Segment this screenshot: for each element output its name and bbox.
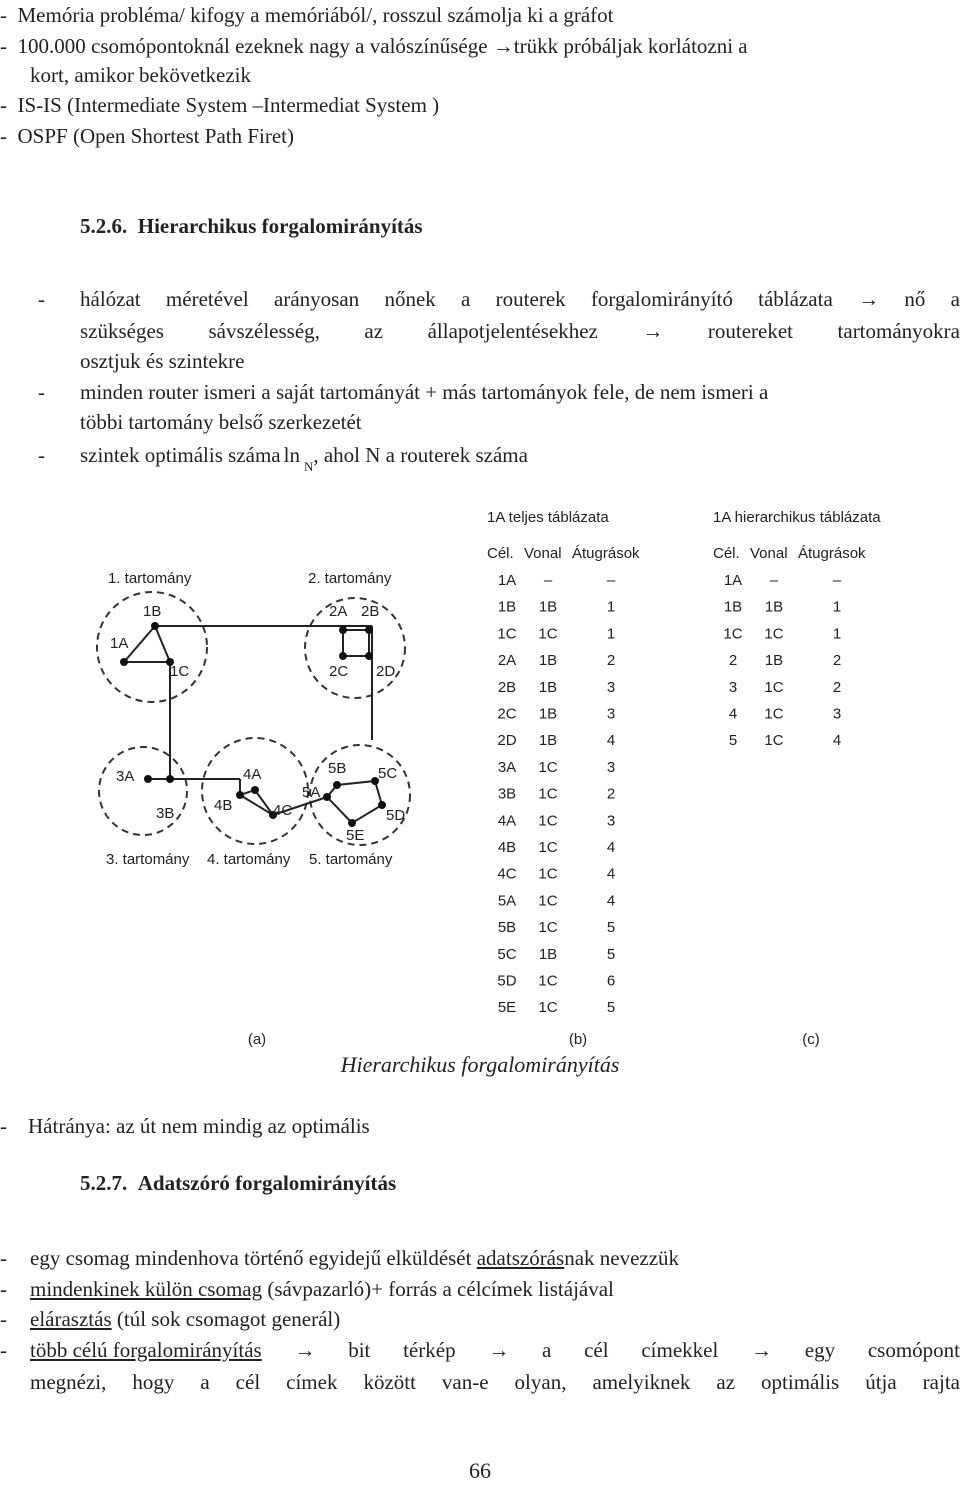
hier-table-cell: 1 (832, 625, 842, 643)
bullet-dash: - (0, 1114, 28, 1138)
node-label-2a: 2A (329, 603, 348, 620)
hier-table-cell: 1B (764, 598, 784, 616)
section-title: Hierarchikus forgalomirányítás (137, 214, 423, 238)
domain-label: 5. tartomány (309, 851, 393, 868)
full-table-cell: 1C (538, 785, 558, 803)
full-table-cell: 1B (497, 598, 517, 616)
disadvantage-text: Hátránya: az út nem mindig az optimális (28, 1114, 370, 1138)
top-list-text: IS-IS (Intermediate System –Intermediat System ) (17, 93, 440, 117)
full-table-cell: 2C (497, 705, 517, 723)
full-table-title: 1A teljes táblázata (487, 509, 609, 526)
item3-text: szintek optimális száma (80, 443, 281, 467)
full-table-cell: 5C (497, 945, 517, 963)
node-label-5b: 5B (328, 760, 347, 777)
bullet-dash: - (0, 1307, 7, 1331)
bullet-dash: - (38, 380, 45, 404)
domain-2-circle (305, 598, 405, 698)
panel-label: (c) (802, 1031, 820, 1048)
node-label-4c: 4C (273, 802, 293, 819)
figure-caption: Hierarchikus forgalomirányítás (340, 1052, 620, 1077)
panel-label: (b) (568, 1031, 588, 1048)
hier-table-cell: 1C (764, 732, 784, 750)
hier-table-cell: 1C (764, 625, 784, 643)
full-table-cell: 1B (538, 598, 558, 616)
node-label-4a: 4A (243, 766, 262, 783)
full-table-cell: 3B (497, 785, 517, 803)
figure-labels (106, 570, 820, 1048)
top-list-text: 100.000 csomópontoknál ezeknek nagy a valószínűsége →trükk próbáljak korlátozni a (17, 34, 748, 58)
full-table-cell: 5 (606, 945, 616, 963)
full-table-cell: 3 (606, 678, 616, 696)
top-list-text: OSPF (Open Shortest Path Firet) (17, 124, 295, 148)
node-label-2b: 2B (361, 603, 380, 620)
item4-word: → (294, 1338, 316, 1362)
full-table-cell: 2A (497, 652, 517, 670)
full-table-header: Cél. (487, 545, 514, 562)
full-table-cell: 1C (538, 758, 558, 776)
item4-word: amelyiknek (592, 1370, 691, 1394)
full-routing-table (487, 509, 640, 1016)
hier-table-cell: 4 (832, 732, 842, 750)
full-table-cell: 1B (538, 678, 558, 696)
item4-word: rajta (922, 1370, 960, 1394)
full-table-cell: 1C (538, 892, 558, 910)
item4-word: van-e (441, 1370, 489, 1394)
hier-table-header: Cél. (713, 545, 740, 562)
full-table-cell: 2B (497, 678, 517, 696)
item3-rest: , ahol N a routerek száma (313, 443, 528, 467)
hier-table-cell: 1 (832, 598, 842, 616)
top-list-text: Memória probléma/ kifogy a memóriából/, rosszul számolja ki a gráfot (17, 3, 614, 27)
full-table-cell: 1B (538, 945, 558, 963)
item4-word: hogy (132, 1370, 175, 1394)
full-table-cell: 1C (497, 625, 517, 643)
full-table-cell: 3A (497, 758, 517, 776)
full-table-cell: 1C (538, 625, 558, 643)
full-table-cell: 1C (538, 999, 558, 1017)
hier-table-cell: 3 (728, 678, 738, 696)
node-label-5e: 5E (346, 827, 365, 844)
hier-table-cell: 1C (764, 678, 784, 696)
item4-word: térkép (403, 1338, 456, 1362)
item4-word: csomópont (867, 1338, 960, 1362)
full-table-cell: 1C (538, 839, 558, 856)
full-table-cell: 4 (606, 839, 616, 856)
full-table-cell: 1C (538, 972, 558, 990)
full-table-cell: 5 (606, 999, 616, 1017)
section1-item1-line3: osztjuk és szintekre (80, 349, 245, 373)
item4-word: olyan, (514, 1370, 567, 1394)
full-table-cell: 4 (606, 865, 616, 883)
item-text: (túl sok csomagot generál) (111, 1307, 341, 1331)
item4-word: → (488, 1338, 510, 1362)
section-title: Adatszóró forgalomirányítás (137, 1171, 397, 1195)
full-table-cell: 4 (606, 892, 616, 910)
formula-subscript: N (303, 459, 314, 475)
bullet-dash: - (0, 34, 18, 58)
domain-label: 3. tartomány (106, 851, 190, 868)
node-label-3a: 3A (116, 768, 135, 785)
domain-label: 2. tartomány (308, 570, 392, 587)
hier-table-title: 1A hierarchikus táblázata (713, 509, 881, 526)
hier-table-cell: – (832, 572, 842, 589)
hier-table-cell: – (769, 572, 779, 589)
section1-item2-line2: többi tartomány belső szerkezetét (80, 410, 362, 434)
term-multicast: több célú forgalomirányítás (30, 1338, 262, 1362)
section-heading-2 (80, 1168, 396, 1198)
item4-word: címek (286, 1370, 338, 1394)
hier-table-cell: 4 (728, 705, 738, 723)
bullet-dash: - (38, 287, 45, 311)
term-mindenkinek: mindenkinek külön csomag (30, 1277, 263, 1301)
full-table-cell: 4 (606, 732, 616, 750)
node-label-1b: 1B (143, 603, 162, 620)
node-label-4b: 4B (214, 797, 233, 814)
item-text: nak nevezzük (564, 1246, 680, 1270)
hier-table-cell: 1A (723, 572, 743, 589)
domain-label: 4. tartomány (207, 851, 291, 868)
full-table-cell: 1B (538, 652, 558, 670)
full-table-cell: 3 (606, 705, 616, 723)
full-table-cell: 1 (606, 625, 616, 643)
top-list-item-4 (0, 121, 294, 151)
section1-item1-line2: szükséges sávszélesség, az állapotjelentésekhez → routereket tartományokra (80, 319, 960, 343)
full-table-cell: 5D (497, 972, 517, 990)
hier-table-cell: 2 (728, 652, 738, 670)
node-label-2d: 2D (376, 663, 396, 680)
item4-word: egy (804, 1338, 836, 1362)
node-label-1c: 1C (170, 663, 190, 680)
section2-item1 (30, 1243, 679, 1273)
section1-item2-line1: minden router ismeri a saját tartományát + más tartományok fele, de nem ismeri a (80, 380, 769, 404)
section2-item3 (30, 1304, 340, 1334)
full-table-cell: 1A (497, 572, 517, 589)
full-table-header: Vonal (524, 545, 562, 562)
full-table-cell: 5 (606, 919, 616, 937)
full-table-cell: 3 (606, 812, 616, 830)
full-table-cell: 1B (538, 705, 558, 723)
item4-word: útja (865, 1370, 897, 1394)
full-table-cell: 2 (606, 785, 616, 803)
top-list-item-2-cont: kort, amikor bekövetkezik (30, 63, 252, 87)
node-label-3b: 3B (156, 805, 175, 822)
full-table-cell: 6 (606, 972, 616, 990)
bullet-dash: - (0, 124, 18, 148)
item4-word: optimális (761, 1370, 840, 1394)
item4-word: a (200, 1370, 210, 1394)
full-table-cell: 1 (606, 598, 616, 616)
section1-item3 (80, 440, 528, 478)
full-table-cell: 4C (497, 865, 517, 883)
bullet-dash: - (0, 3, 18, 27)
bullet-dash: - (0, 93, 18, 117)
bullet-dash: - (0, 1246, 7, 1270)
item4-word: a (542, 1338, 552, 1362)
term-adatszoras: adatszórás (476, 1246, 565, 1270)
hier-table-cell: 1C (723, 625, 743, 643)
full-table-cell: 1C (538, 919, 558, 937)
top-list-item-2 (0, 31, 748, 61)
item4-word: bit (348, 1338, 371, 1362)
item4-word: között (363, 1370, 416, 1394)
item4-word: cél (235, 1370, 261, 1394)
formula-ln: ln (283, 443, 300, 467)
full-table-cell: 3 (606, 758, 616, 776)
hier-table-header: Átugrások (798, 545, 866, 562)
bullet-dash: - (38, 443, 45, 467)
node-label-5d: 5D (386, 807, 406, 824)
hier-table-cell: 2 (832, 678, 842, 696)
domain-label: 1. tartomány (108, 570, 192, 587)
page-number: 66 (469, 1458, 491, 1483)
node-label-1a: 1A (110, 635, 129, 652)
disadvantage-item (0, 1111, 370, 1141)
full-table-header: Átugrások (572, 545, 640, 562)
section-number: 5.2.7. (80, 1171, 128, 1195)
item4-word: megnézi, (30, 1370, 107, 1394)
hier-table-cell: 1C (764, 705, 784, 723)
item4-word: cél (584, 1338, 609, 1362)
node-label-2c: 2C (329, 663, 349, 680)
section2-item2 (30, 1274, 614, 1304)
section2-item4-line2 (30, 1367, 960, 1397)
section1-item1-line1: hálózat méretével arányosan nőnek a routerek forgalomirányító táblázata → nő a (80, 287, 960, 311)
panel-label: (a) (247, 1031, 267, 1048)
section-number: 5.2.6. (80, 214, 128, 238)
full-table-cell: 1B (538, 732, 558, 750)
full-table-cell: 1C (538, 812, 558, 830)
hier-table-cell: 3 (832, 705, 842, 723)
top-list-item-1 (0, 0, 614, 30)
router-nodes (120, 622, 386, 827)
full-table-cell: – (543, 572, 553, 589)
full-table-cell: 5E (497, 999, 517, 1017)
hierarchical-routing-figure (0, 495, 960, 1055)
full-table-cell: – (606, 572, 616, 589)
full-table-cell: 1C (538, 865, 558, 883)
full-table-cell: 2 (606, 652, 616, 670)
node-label-5a: 5A (302, 784, 321, 801)
term-elarasztas: elárasztás (30, 1307, 112, 1331)
hier-table-cell: 1B (723, 598, 743, 616)
item4-word: → (751, 1338, 773, 1362)
full-table-cell: 5A (497, 892, 517, 910)
item-text: egy csomag mindenhova történő egyidejű elküldését (30, 1246, 477, 1270)
hier-table-cell: 5 (728, 732, 738, 750)
item4-word: címekkel (641, 1338, 719, 1362)
hier-table-cell: 1B (764, 652, 784, 670)
full-table-cell: 4B (497, 839, 517, 856)
hier-table-cell: 2 (832, 652, 842, 670)
hier-table-header: Vonal (750, 545, 788, 562)
section2-item4-line1 (30, 1335, 960, 1365)
full-table-cell: 5B (497, 919, 517, 937)
full-table-cell: 2D (497, 732, 517, 750)
hierarchical-routing-table (713, 509, 881, 749)
section-heading-1 (80, 211, 423, 241)
node-label-5c: 5C (378, 765, 398, 782)
top-list-item-3 (0, 90, 439, 120)
item-text: (sávpazarló)+ forrás a célcímek listájával (262, 1277, 614, 1301)
bullet-dash: - (0, 1338, 7, 1362)
full-table-cell: 4A (497, 812, 517, 830)
bullet-dash: - (0, 1277, 7, 1301)
item4-word: az (716, 1370, 736, 1394)
